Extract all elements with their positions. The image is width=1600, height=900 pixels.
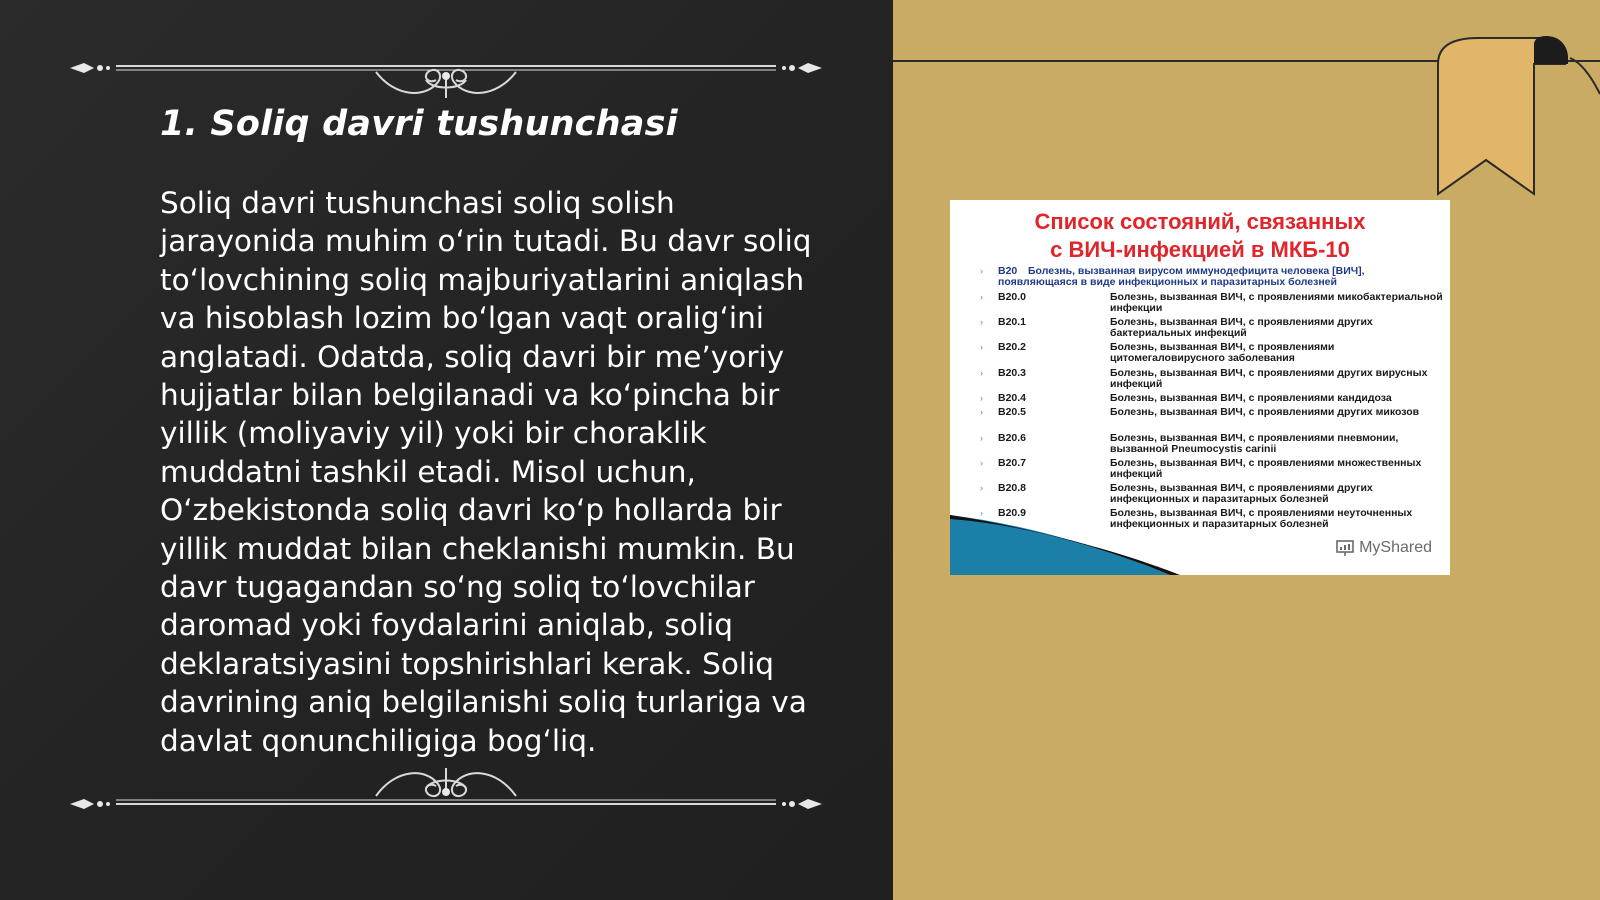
item-code: B20.0 bbox=[998, 291, 1027, 303]
item-desc: Болезнь, вызванная ВИЧ, с проявлениями микобактериальной инфекции bbox=[1110, 291, 1443, 314]
item-desc: Болезнь, вызванная ВИЧ, с проявлениями множественных инфекций bbox=[1110, 457, 1422, 480]
bullet-icon: › bbox=[980, 483, 983, 493]
bullet-icon: › bbox=[980, 508, 983, 518]
icd10-image bbox=[950, 200, 1450, 575]
watermark-text: MyShared bbox=[1359, 539, 1432, 556]
top-ornament-divider-icon bbox=[66, 38, 826, 98]
item-code: B20.1 bbox=[998, 316, 1027, 328]
bottom-ornament-divider-icon bbox=[66, 768, 826, 828]
bullet-icon: › bbox=[980, 342, 983, 352]
slide-title: 1. Soliq davri tushunchasi bbox=[160, 104, 678, 144]
item-code: B20.4 bbox=[998, 392, 1027, 404]
item-desc: Болезнь, вызванная ВИЧ, с проявлениями цитомегаловирусного заболевания bbox=[1110, 341, 1335, 364]
image-title-line2: с ВИЧ-инфекцией в МКБ-10 bbox=[1050, 237, 1350, 262]
presentation-board-icon bbox=[1335, 539, 1355, 557]
bookmark-ribbon-icon bbox=[1430, 34, 1600, 204]
item-desc-cont: появляющаяся в виде инфекционных и паразитарных болезней bbox=[998, 276, 1337, 288]
item-desc: Болезнь, вызванная ВИЧ, с проявлениями кандидоза bbox=[1110, 392, 1392, 404]
bullet-icon: › bbox=[980, 458, 983, 468]
item-desc: Болезнь, вызванная ВИЧ, с проявлениями других микозов bbox=[1110, 406, 1420, 418]
item-code: B20 bbox=[998, 265, 1018, 277]
bullet-icon: › bbox=[980, 266, 983, 276]
item-code: B20.6 bbox=[998, 432, 1027, 444]
item-code: B20.5 bbox=[998, 406, 1027, 418]
item-code: B20.2 bbox=[998, 341, 1027, 353]
item-desc: Болезнь, вызванная ВИЧ, с проявлениями неуточненных инфекционных и паразитарных болезней bbox=[1110, 507, 1413, 530]
bullet-icon: › bbox=[980, 292, 983, 302]
item-code: B20.9 bbox=[998, 507, 1027, 519]
bullet-icon: › bbox=[980, 393, 983, 403]
item-code: B20.3 bbox=[998, 367, 1027, 379]
item-code: B20.8 bbox=[998, 482, 1027, 494]
bullet-icon: › bbox=[980, 433, 983, 443]
watermark bbox=[1335, 539, 1432, 557]
image-title-line1: Список состояний, связанных bbox=[1034, 209, 1366, 234]
bullet-icon: › bbox=[980, 368, 983, 378]
item-desc: Болезнь, вызванная ВИЧ, с проявлениями других инфекционных и паразитарных болезней bbox=[1110, 482, 1373, 505]
item-desc: Болезнь, вызванная ВИЧ, с проявлениями пневмонии, вызванной Pneumocystis carinii bbox=[1110, 432, 1399, 455]
item-desc: Болезнь, вызванная ВИЧ, с проявлениями других вирусных инфекций bbox=[1110, 367, 1428, 390]
bullet-icon: › bbox=[980, 407, 983, 417]
item-desc: Болезнь, вызванная ВИЧ, с проявлениями других бактериальных инфекций bbox=[1110, 316, 1373, 339]
item-desc: Болезнь, вызванная вирусом иммунодефицита человека [ВИЧ], bbox=[1028, 265, 1365, 277]
bullet-icon: › bbox=[980, 317, 983, 327]
body-paragraph: Soliq davri tushunchasi soliq solish jarayonida muhim o‘rin tutadi. Bu davr soliq to‘lovchining soliq majburiyatlarini aniqlash va hisoblash lozim bo‘lgan vaqt oralig‘ini anglatadi. Odatda, soliq davri bir me’yoriy hujjatlar bilan belgilanadi va ko‘pincha bir yillik (moliyaviy yil) yoki bir choraklik muddatni tashkil etadi. Misol uchun, O‘zbekistonda soliq davri ko‘p hollarda bir yillik muddat bilan cheklanishi mumkin. Bu davr tugagandan so‘ng soliq to‘lovchilar daromad yoki foydalarini aniqlab, soliq deklaratsiyasini topshirishlari kerak. Soliq davrining aniq belgilanishi soliq turlariga va davlat qonunchiligiga bog‘liq. bbox=[160, 186, 812, 758]
item-code: B20.7 bbox=[998, 457, 1027, 469]
